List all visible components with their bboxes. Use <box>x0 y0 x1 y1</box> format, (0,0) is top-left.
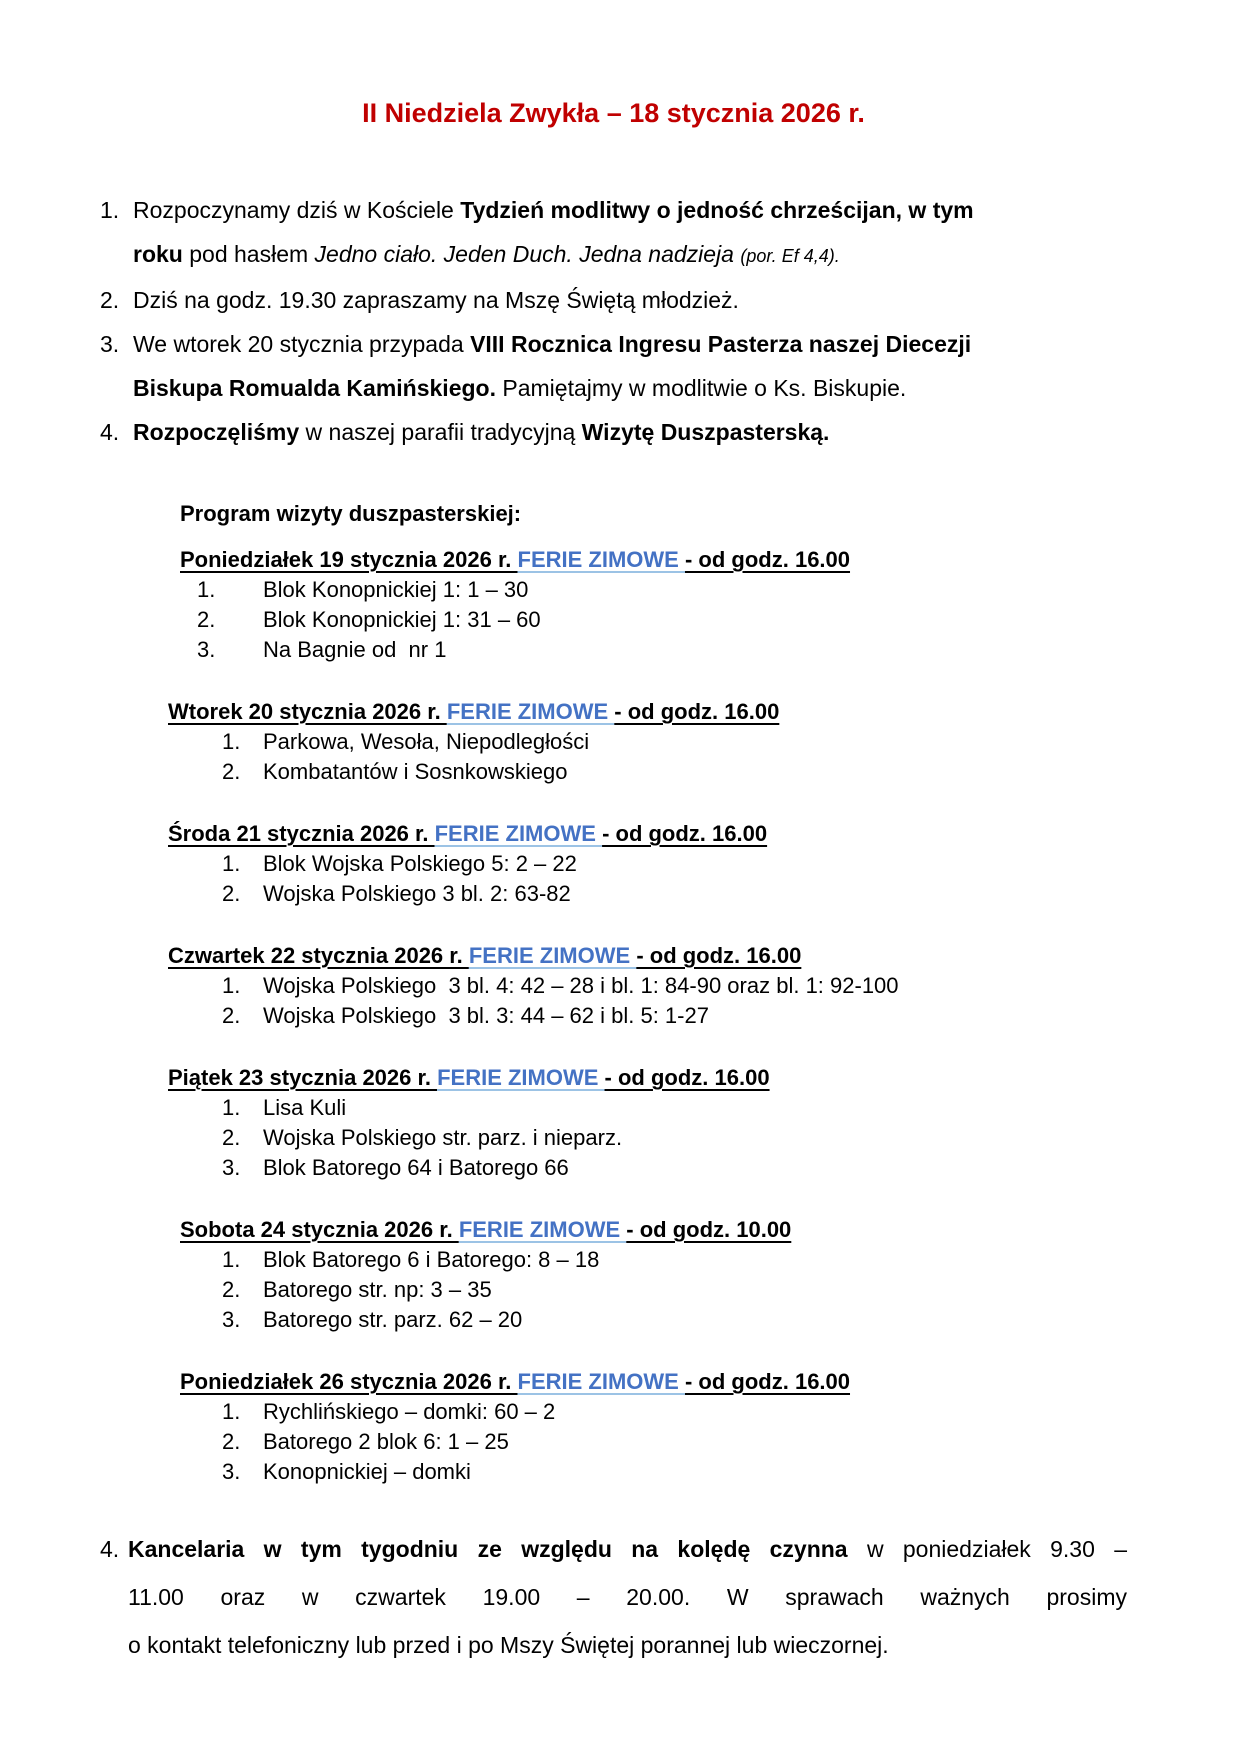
street-item-text: Blok Batorego 6 i Batorego: 8 – 18 <box>263 1247 600 1272</box>
street-list-item <box>222 879 1127 909</box>
street-list <box>180 575 1127 665</box>
street-item-text: Wojska Polskiego 3 bl. 4: 42 – 28 i bl. 1: 84-90 oraz bl. 1: 92-100 <box>263 973 899 998</box>
announcement-text <box>133 278 1127 322</box>
announcement-text <box>133 188 1127 278</box>
text-segment: pod hasłem <box>182 241 315 267</box>
text-line <box>133 366 1127 410</box>
text-line <box>133 410 1127 454</box>
day-heading <box>168 697 1127 727</box>
street-list <box>168 971 1127 1031</box>
program-section <box>100 499 1127 1487</box>
closing-number: 4. <box>100 1536 120 1562</box>
day-block <box>168 697 1127 787</box>
street-item-number: 2. <box>222 1277 241 1302</box>
day-block <box>168 819 1127 909</box>
day-heading-time: - od godz. 10.00 <box>626 1217 792 1242</box>
text-segment: VIII Rocznica Ingresu Pasterza naszej Diecezji <box>470 331 972 357</box>
text-segment: o kontakt telefoniczny lub przed i po Mszy Świętej porannej lub wieczornej. <box>128 1632 889 1658</box>
street-list-item <box>222 1427 1127 1457</box>
street-list-item <box>197 575 1127 605</box>
street-item-number: 1. <box>222 851 241 876</box>
day-heading-date: Sobota 24 stycznia 2026 r. <box>180 1217 459 1242</box>
day-heading-date: Piątek 23 stycznia 2026 r. <box>168 1065 438 1090</box>
street-list <box>168 727 1127 787</box>
street-list-item <box>197 635 1127 665</box>
day-block <box>180 1367 1127 1487</box>
announcement-number: 3. <box>100 331 120 357</box>
street-item-text: Blok Wojska Polskiego 5: 2 – 22 <box>263 851 577 876</box>
day-heading <box>168 819 1127 849</box>
day-heading-time: - od godz. 16.00 <box>636 943 802 968</box>
street-list-item <box>222 1001 1127 1031</box>
day-block <box>168 941 1127 1031</box>
day-heading <box>168 1063 1127 1093</box>
ferie-zimowe-link[interactable]: FERIE ZIMOWE <box>517 1369 685 1394</box>
day-heading-time: - od godz. 16.00 <box>602 821 768 846</box>
street-list-item <box>222 757 1127 787</box>
street-list <box>168 849 1127 909</box>
announcement-number: 1. <box>100 197 120 223</box>
street-list-item <box>197 605 1127 635</box>
day-heading <box>180 1215 1127 1245</box>
street-item-text: Blok Batorego 64 i Batorego 66 <box>263 1155 569 1180</box>
street-list-item <box>222 1397 1127 1427</box>
day-heading-date: Środa 21 stycznia 2026 r. <box>168 821 435 846</box>
street-item-number: 3. <box>197 637 216 662</box>
text-line <box>128 1525 1127 1573</box>
street-item-number: 3. <box>222 1307 241 1332</box>
street-item-text: Batorego str. parz. 62 – 20 <box>263 1307 523 1332</box>
street-item-number: 2. <box>222 1003 241 1028</box>
day-heading-time: - od godz. 16.00 <box>684 1369 851 1394</box>
street-list-item <box>222 971 1127 1001</box>
text-segment: We wtorek 20 stycznia przypada <box>133 331 471 357</box>
program-days <box>100 545 1127 1487</box>
announcement-number: 4. <box>100 419 120 445</box>
page-title: II Niedziela Zwykła – 18 stycznia 2026 r. <box>362 98 865 128</box>
street-item-text: Lisa Kuli <box>263 1095 347 1120</box>
text-segment: Wizytę Duszpasterską. <box>581 419 830 445</box>
text-line <box>133 188 1127 232</box>
street-item-number: 1. <box>222 973 241 998</box>
text-segment: Dziś na godz. 19.30 zapraszamy na Mszę Świętą młodzież. <box>133 287 739 313</box>
announcement-number: 2. <box>100 287 120 313</box>
street-list-item <box>222 1457 1127 1487</box>
day-block <box>180 1215 1127 1335</box>
day-heading <box>168 941 1127 971</box>
ferie-zimowe-link[interactable]: FERIE ZIMOWE <box>446 699 615 724</box>
ferie-zimowe-link[interactable]: FERIE ZIMOWE <box>437 1065 605 1090</box>
announcements-list <box>100 188 1127 454</box>
ferie-zimowe-link[interactable]: FERIE ZIMOWE <box>517 547 685 572</box>
street-item-number: 1. <box>222 1399 241 1424</box>
day-heading-time: - od godz. 16.00 <box>684 547 851 572</box>
street-item-number: 2. <box>222 881 241 906</box>
text-segment: Biskupa Romualda Kamińskiego. <box>133 375 496 401</box>
street-list <box>180 1245 1127 1335</box>
announcement-text <box>133 322 1127 410</box>
street-item-number: 3. <box>222 1459 241 1484</box>
text-segment: (por. Ef 4,4). <box>740 246 840 266</box>
street-item-text: Wojska Polskiego str. parz. i nieparz. <box>263 1125 623 1150</box>
street-item-text: Konopnickiej – domki <box>263 1459 471 1484</box>
text-segment: roku <box>133 241 183 267</box>
day-heading-date: Czwartek 22 stycznia 2026 r. <box>168 943 469 968</box>
text-line <box>133 278 1127 322</box>
ferie-zimowe-link[interactable]: FERIE ZIMOWE <box>468 943 637 968</box>
street-item-text: Na Bagnie od nr 1 <box>263 637 447 662</box>
day-block <box>180 545 1127 665</box>
text-segment: Rozpoczęliśmy <box>133 419 300 445</box>
street-item-text: Blok Konopnickiej 1: 31 – 60 <box>263 607 541 632</box>
street-item-text: Rychlińskiego – domki: 60 – 2 <box>263 1399 556 1424</box>
announcement-item <box>100 410 1127 454</box>
text-line <box>128 1573 1127 1621</box>
street-item-text: Batorego 2 blok 6: 1 – 25 <box>263 1429 509 1454</box>
street-item-number: 2. <box>222 1125 241 1150</box>
text-segment: Tydzień modlitwy o jedność chrześcijan, w tym <box>460 197 974 223</box>
ferie-zimowe-link[interactable]: FERIE ZIMOWE <box>434 821 603 846</box>
announcement-item <box>100 188 1127 278</box>
street-item-text: Blok Konopnickiej 1: 1 – 30 <box>263 577 529 602</box>
text-segment: Jedno ciało. Jeden Duch. Jedna nadzieja <box>314 241 741 267</box>
street-item-number: 1. <box>222 729 241 754</box>
announcement-item <box>100 322 1127 410</box>
day-heading-date: Poniedziałek 19 stycznia 2026 r. <box>180 547 518 572</box>
text-segment: w naszej parafii tradycyjną <box>299 419 582 445</box>
street-item-number: 1. <box>197 577 216 602</box>
street-item-text: Batorego str. np: 3 – 35 <box>263 1277 492 1302</box>
day-heading-time: - od godz. 16.00 <box>604 1065 770 1090</box>
street-list-item <box>222 727 1127 757</box>
street-list-item <box>222 1275 1127 1305</box>
street-list-item <box>222 1123 1127 1153</box>
street-list-item <box>222 1245 1127 1275</box>
closing-paragraph <box>100 1525 1127 1669</box>
closing-text <box>128 1525 1127 1669</box>
street-list-item <box>222 1305 1127 1335</box>
text-segment: 11.00 oraz w czwartek 19.00 – 20.00. W sprawach ważnych prosimy <box>128 1584 1127 1610</box>
street-item-text: Kombatantów i Sosnkowskiego <box>263 759 568 784</box>
street-item-text: Wojska Polskiego 3 bl. 2: 63-82 <box>263 881 571 906</box>
street-list-item <box>222 1153 1127 1183</box>
program-heading: Program wizyty duszpasterskiej: <box>180 501 522 526</box>
day-block <box>168 1063 1127 1183</box>
street-item-number: 3. <box>222 1155 241 1180</box>
day-heading <box>180 1367 1127 1397</box>
text-line <box>128 1621 1127 1669</box>
street-list-item <box>222 849 1127 879</box>
day-heading-date: Wtorek 20 stycznia 2026 r. <box>168 699 447 724</box>
street-item-number: 1. <box>222 1247 241 1272</box>
text-line <box>133 322 1127 366</box>
street-list <box>168 1093 1127 1183</box>
street-item-number: 1. <box>222 1095 241 1120</box>
text-segment: Rozpoczynamy dziś w Kościele <box>133 197 461 223</box>
street-item-number: 2. <box>197 607 216 632</box>
day-heading-time: - od godz. 16.00 <box>614 699 780 724</box>
announcement-item <box>100 278 1127 322</box>
street-item-text: Parkowa, Wesoła, Niepodległości <box>263 729 590 754</box>
text-segment: Kancelaria w tym tygodniu ze względu na kolędę czynna <box>128 1536 848 1562</box>
street-item-number: 2. <box>222 1429 241 1454</box>
street-list-item <box>222 1093 1127 1123</box>
text-segment: Pamiętajmy w modlitwie o Ks. Biskupie. <box>495 375 907 401</box>
street-list <box>180 1397 1127 1487</box>
text-line <box>133 232 1127 278</box>
day-heading <box>180 545 1127 575</box>
street-item-text: Wojska Polskiego 3 bl. 3: 44 – 62 i bl. 5: 1-27 <box>263 1003 709 1028</box>
street-item-number: 2. <box>222 759 241 784</box>
announcement-text <box>133 410 1127 454</box>
ferie-zimowe-link[interactable]: FERIE ZIMOWE <box>458 1217 627 1242</box>
day-heading-date: Poniedziałek 26 stycznia 2026 r. <box>180 1369 518 1394</box>
text-segment: w poniedziałek 9.30 – <box>847 1536 1127 1562</box>
